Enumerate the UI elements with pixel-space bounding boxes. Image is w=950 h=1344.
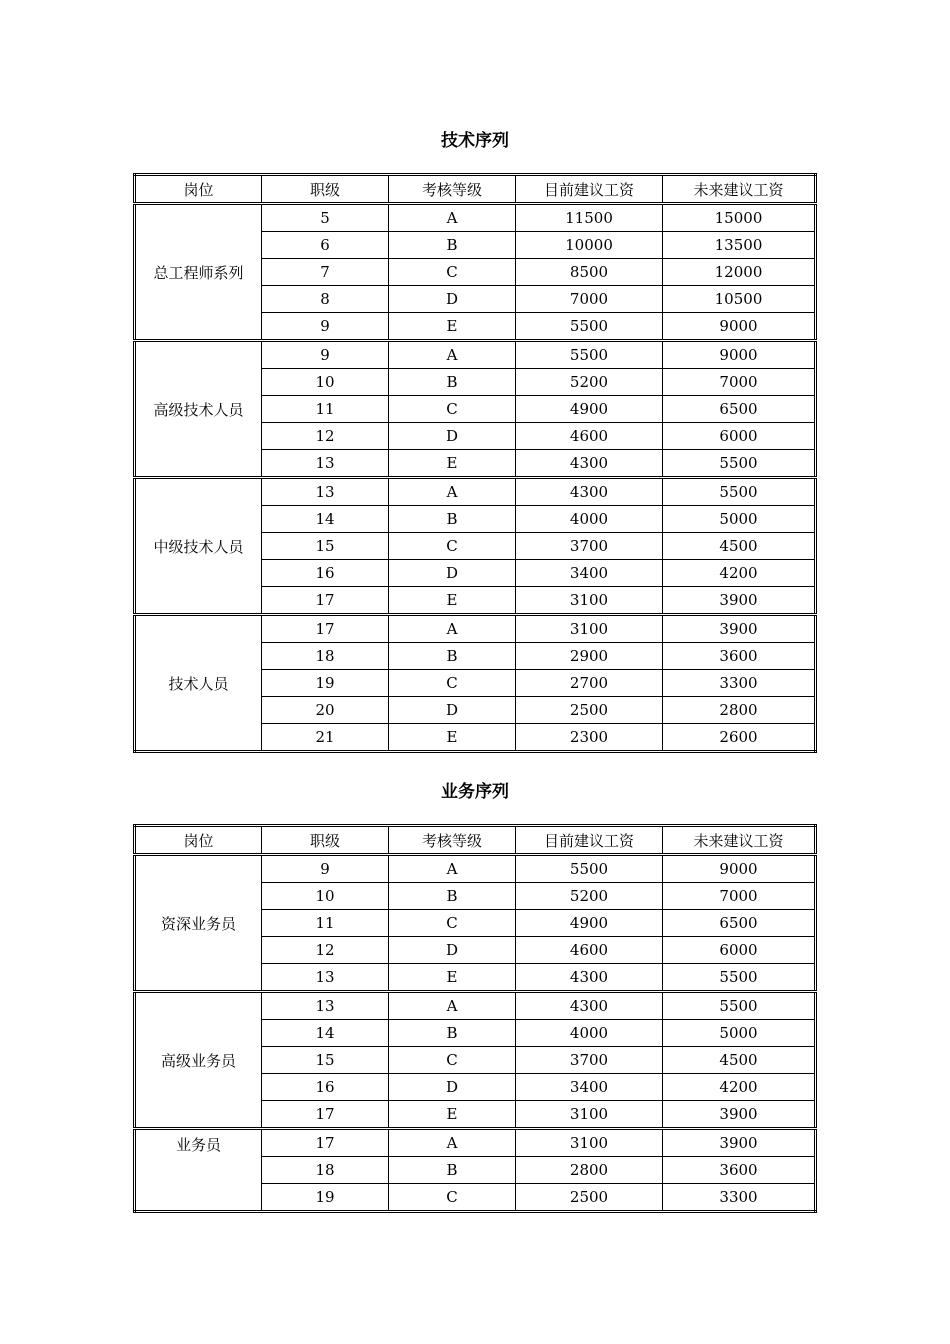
grade-cell: D [389,697,516,724]
level-cell: 14 [262,1020,389,1047]
current-salary-cell: 10000 [516,232,663,259]
future-salary-cell: 6500 [663,396,816,423]
position-cell: 资深业务员 [135,855,262,992]
grade-cell: C [389,533,516,560]
level-cell: 12 [262,937,389,964]
header-future-salary: 未来建议工资 [663,826,816,855]
current-salary-cell: 2700 [516,670,663,697]
header-current-salary: 目前建议工资 [516,826,663,855]
current-salary-cell: 8500 [516,259,663,286]
table-row [135,855,816,883]
future-salary-cell: 7000 [663,883,816,910]
future-salary-cell: 4200 [663,560,816,587]
future-salary-cell: 5500 [663,478,816,506]
position-cell: 技术人员 [135,615,262,752]
current-salary-cell: 3400 [516,1074,663,1101]
grade-cell: E [389,450,516,478]
current-salary-cell: 2500 [516,697,663,724]
level-cell: 18 [262,643,389,670]
header-future-salary: 未来建议工资 [663,175,816,204]
grade-cell: A [389,478,516,506]
grade-cell: B [389,232,516,259]
level-cell: 10 [262,883,389,910]
future-salary-cell: 13500 [663,232,816,259]
grade-cell: C [389,1184,516,1212]
current-salary-cell: 2500 [516,1184,663,1212]
current-salary-cell: 2300 [516,724,663,752]
grade-cell: D [389,1074,516,1101]
grade-cell: D [389,423,516,450]
current-salary-cell: 5500 [516,855,663,883]
level-cell: 21 [262,724,389,752]
level-cell: 15 [262,1047,389,1074]
table-header-row [135,826,816,855]
level-cell: 16 [262,1074,389,1101]
future-salary-cell: 6000 [663,423,816,450]
future-salary-cell: 3300 [663,1184,816,1212]
future-salary-cell: 9000 [663,313,816,341]
current-salary-cell: 4600 [516,423,663,450]
section-title-business: 业务序列 [441,782,509,802]
header-position: 岗位 [135,175,262,204]
grade-cell: C [389,1047,516,1074]
current-salary-cell: 5200 [516,369,663,396]
current-salary-cell: 3400 [516,560,663,587]
current-salary-cell: 7000 [516,286,663,313]
future-salary-cell: 2800 [663,697,816,724]
level-cell: 17 [262,615,389,643]
current-salary-cell: 5200 [516,883,663,910]
grade-cell: C [389,396,516,423]
level-cell: 10 [262,369,389,396]
future-salary-cell: 9000 [663,855,816,883]
future-salary-cell: 7000 [663,369,816,396]
current-salary-cell: 5500 [516,341,663,369]
grade-cell: B [389,883,516,910]
grade-cell: B [389,1020,516,1047]
grade-cell: D [389,286,516,313]
level-cell: 6 [262,232,389,259]
header-grade: 考核等级 [389,175,516,204]
position-cell: 高级业务员 [135,992,262,1129]
level-cell: 19 [262,1184,389,1212]
grade-cell: B [389,506,516,533]
level-cell: 20 [262,697,389,724]
level-cell: 16 [262,560,389,587]
table-row [135,615,816,643]
table-row [135,204,816,232]
future-salary-cell: 5500 [663,964,816,992]
future-salary-cell: 5500 [663,450,816,478]
future-salary-cell: 3300 [663,670,816,697]
current-salary-cell: 2900 [516,643,663,670]
grade-cell: E [389,1101,516,1129]
tech-salary-table [133,173,817,753]
current-salary-cell: 2800 [516,1157,663,1184]
current-salary-cell: 3100 [516,615,663,643]
position-cell: 业务员 [135,1129,262,1212]
grade-cell: E [389,587,516,615]
future-salary-cell: 5000 [663,1020,816,1047]
level-cell: 9 [262,855,389,883]
level-cell: 13 [262,992,389,1020]
level-cell: 17 [262,587,389,615]
future-salary-cell: 12000 [663,259,816,286]
level-cell: 14 [262,506,389,533]
level-cell: 15 [262,533,389,560]
level-cell: 5 [262,204,389,232]
grade-cell: E [389,313,516,341]
grade-cell: A [389,1129,516,1157]
current-salary-cell: 4300 [516,450,663,478]
current-salary-cell: 3100 [516,1101,663,1129]
future-salary-cell: 3900 [663,1129,816,1157]
future-salary-cell: 3600 [663,643,816,670]
future-salary-cell: 2600 [663,724,816,752]
future-salary-cell: 5000 [663,506,816,533]
grade-cell: C [389,910,516,937]
current-salary-cell: 4900 [516,396,663,423]
level-cell: 17 [262,1101,389,1129]
business-salary-table [133,824,817,1213]
future-salary-cell: 10500 [663,286,816,313]
current-salary-cell: 3700 [516,533,663,560]
future-salary-cell: 15000 [663,204,816,232]
section-title-tech: 技术序列 [441,131,509,151]
level-cell: 11 [262,910,389,937]
grade-cell: A [389,204,516,232]
current-salary-cell: 4000 [516,1020,663,1047]
future-salary-cell: 5500 [663,992,816,1020]
table-row [135,478,816,506]
current-salary-cell: 3100 [516,1129,663,1157]
table-header-row [135,175,816,204]
grade-cell: B [389,643,516,670]
level-cell: 9 [262,313,389,341]
future-salary-cell: 4500 [663,533,816,560]
header-level: 职级 [262,175,389,204]
grade-cell: E [389,724,516,752]
position-cell: 中级技术人员 [135,478,262,615]
current-salary-cell: 4300 [516,964,663,992]
future-salary-cell: 6000 [663,937,816,964]
grade-cell: C [389,259,516,286]
current-salary-cell: 4900 [516,910,663,937]
grade-cell: A [389,341,516,369]
table-row [135,341,816,369]
header-position: 岗位 [135,826,262,855]
grade-cell: A [389,615,516,643]
grade-cell: D [389,560,516,587]
level-cell: 7 [262,259,389,286]
header-grade: 考核等级 [389,826,516,855]
position-cell: 总工程师系列 [135,204,262,341]
grade-cell: A [389,992,516,1020]
table-row [135,992,816,1020]
level-cell: 17 [262,1129,389,1157]
future-salary-cell: 3600 [663,1157,816,1184]
current-salary-cell: 3100 [516,587,663,615]
level-cell: 13 [262,964,389,992]
level-cell: 19 [262,670,389,697]
header-level: 职级 [262,826,389,855]
future-salary-cell: 3900 [663,587,816,615]
current-salary-cell: 4600 [516,937,663,964]
current-salary-cell: 4000 [516,506,663,533]
level-cell: 18 [262,1157,389,1184]
future-salary-cell: 9000 [663,341,816,369]
grade-cell: E [389,964,516,992]
table-row [135,1129,816,1157]
future-salary-cell: 6500 [663,910,816,937]
current-salary-cell: 3700 [516,1047,663,1074]
future-salary-cell: 4200 [663,1074,816,1101]
grade-cell: A [389,855,516,883]
position-cell: 高级技术人员 [135,341,262,478]
grade-cell: D [389,937,516,964]
current-salary-cell: 11500 [516,204,663,232]
current-salary-cell: 5500 [516,313,663,341]
level-cell: 13 [262,450,389,478]
level-cell: 9 [262,341,389,369]
future-salary-cell: 3900 [663,615,816,643]
level-cell: 13 [262,478,389,506]
level-cell: 8 [262,286,389,313]
future-salary-cell: 3900 [663,1101,816,1129]
current-salary-cell: 4300 [516,992,663,1020]
grade-cell: B [389,369,516,396]
level-cell: 12 [262,423,389,450]
future-salary-cell: 4500 [663,1047,816,1074]
header-current-salary: 目前建议工资 [516,175,663,204]
level-cell: 11 [262,396,389,423]
grade-cell: C [389,670,516,697]
current-salary-cell: 4300 [516,478,663,506]
grade-cell: B [389,1157,516,1184]
